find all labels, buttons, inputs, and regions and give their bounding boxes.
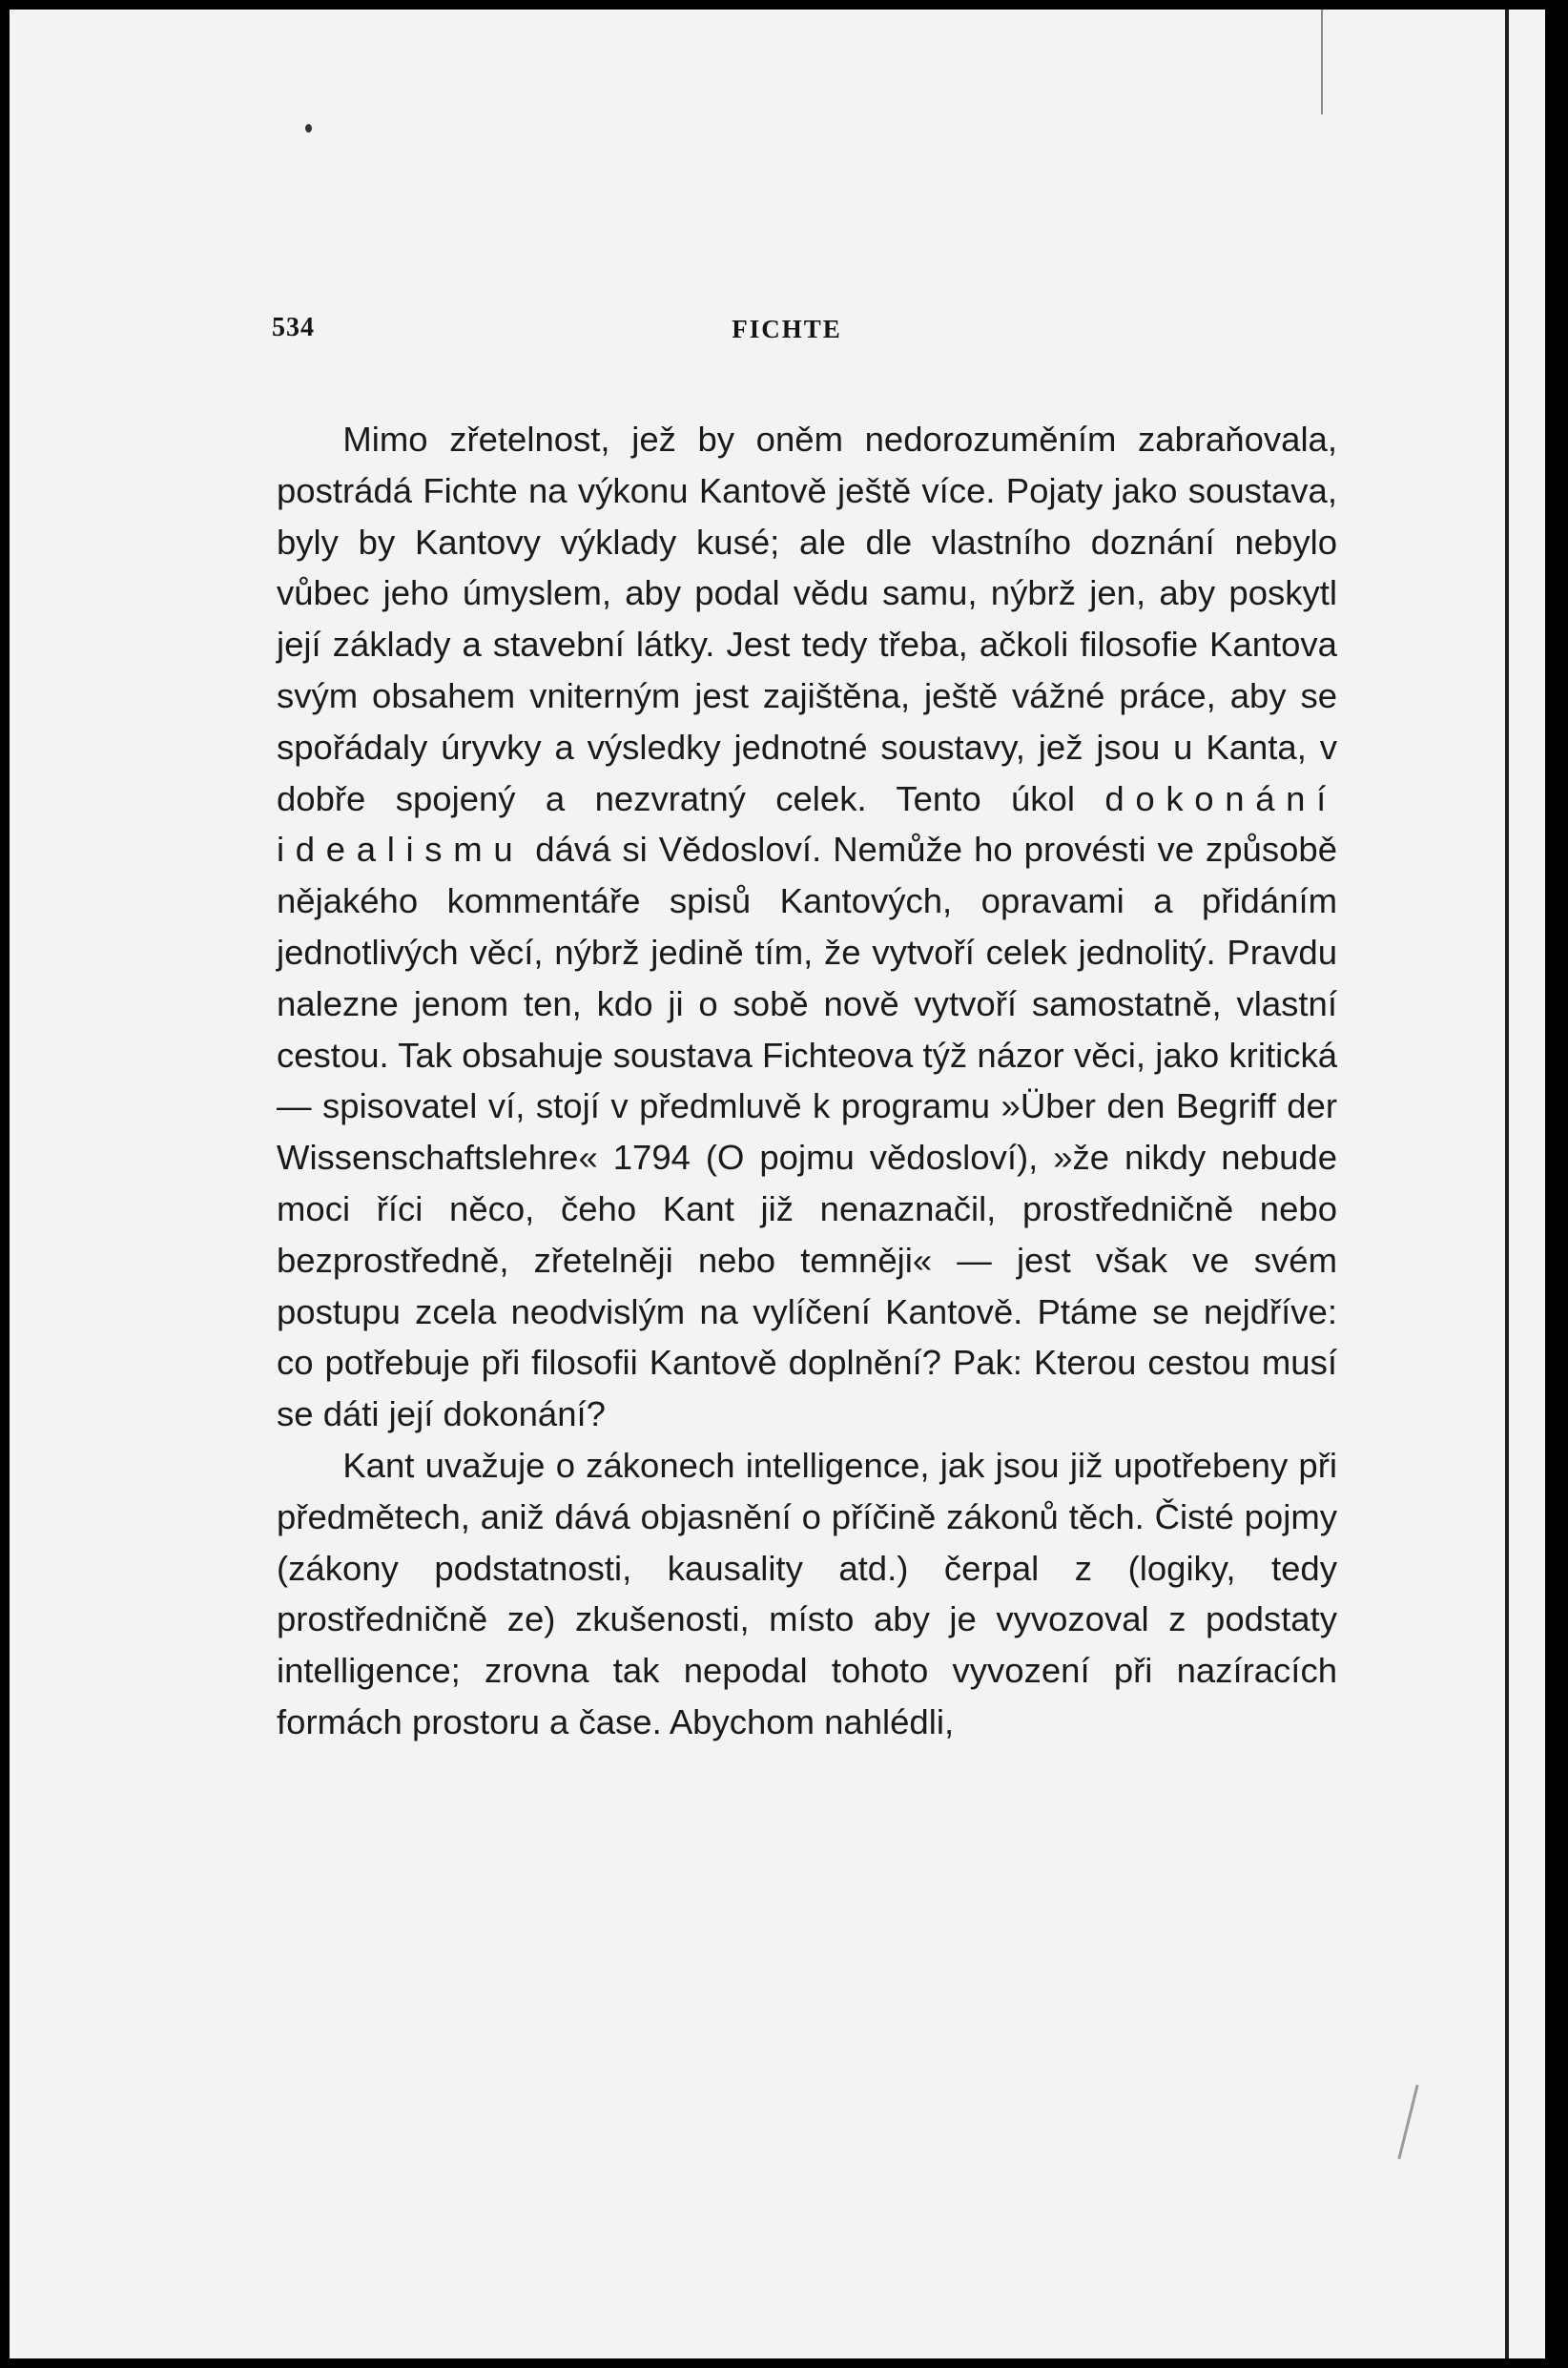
page-header (10, 313, 1545, 351)
running-title: FICHTE (732, 315, 842, 343)
pencil-mark (1397, 2085, 1418, 2159)
paragraph-1 (277, 414, 1337, 1440)
page-crease-mark (1321, 10, 1323, 114)
scanned-page (10, 10, 1545, 2358)
paragraph-1-text-b: dává si Vědosloví. Nemůže ho provésti ve způsobě nějakého kommentáře spisů Kantových, opravami a přidáním jednotlivých věcí, nýbrž jedině tím, že vytvoří celek jednolitý. Pravdu nalezne jenom ten, kdo ji o sobě nově vytvoří samostatně, vlastní cestou. Tak obsahuje soustava Fichteova týž názor věci, jako kritická — spisovatel ví, stojí v předmluvě k programu »Über den Begriff der Wissenschaftslehre« 1794 (O pojmu vědosloví), »že nikdy nebude moci říci něco, čeho Kant již nenaznačil, prostředničně nebo bezprostředně, zřetelněji nebo temněji« — jest však ve svém postupu zcela neodvislým na vylíčení Kantově. Ptáme se nejdříve: co potřebuje při filosofii Kantově doplnění? Pak: Kterou cestou musí se dáti její dokonání? (277, 830, 1337, 1434)
paragraph-1-text-a: Mimo zřetelnost, jež by oněm nedorozuměním zabraňovala, postrádá Fichte na výkonu Kantově ještě více. Pojaty jako soustava, byly by Kantovy výklady kusé; ale dle vlastního doznání nebylo vůbec jeho úmyslem, aby podal vědu samu, nýbrž jen, aby poskytl její základy a stavební látky. Jest tedy třeba, ačkoli filosofie Kantova svým obsahem vniterným jest zajištěna, ještě vážné práce, aby se spořádaly úryvky a výsledky jednotné soustavy, jež jsou u Kanta, v dobře spojený a nezvratný celek. Tento úkol (277, 420, 1337, 818)
page-number: 534 (272, 313, 315, 342)
page-edge-shadow (1505, 10, 1509, 2358)
scan-speck (305, 124, 312, 133)
emphasized-phrase: dokonání idealismu (277, 778, 1337, 870)
paragraph-2: Kant uvažuje o zákonech intelligence, jak jsou již upotřebeny při předmětech, aniž dává objasnění o příčině zákonů těch. Čisté pojmy (zákony podstatnosti, kausality atd.) čerpal z (logiky, tedy prostředničně ze) zkušenosti, místo aby je vyvozoval z podstaty intelligence; zrovna tak nepodal tohoto vyvození při nazíracích formách prostoru a čase. Abychom nahlédli, (277, 1445, 1337, 1741)
body-text (277, 414, 1337, 1748)
